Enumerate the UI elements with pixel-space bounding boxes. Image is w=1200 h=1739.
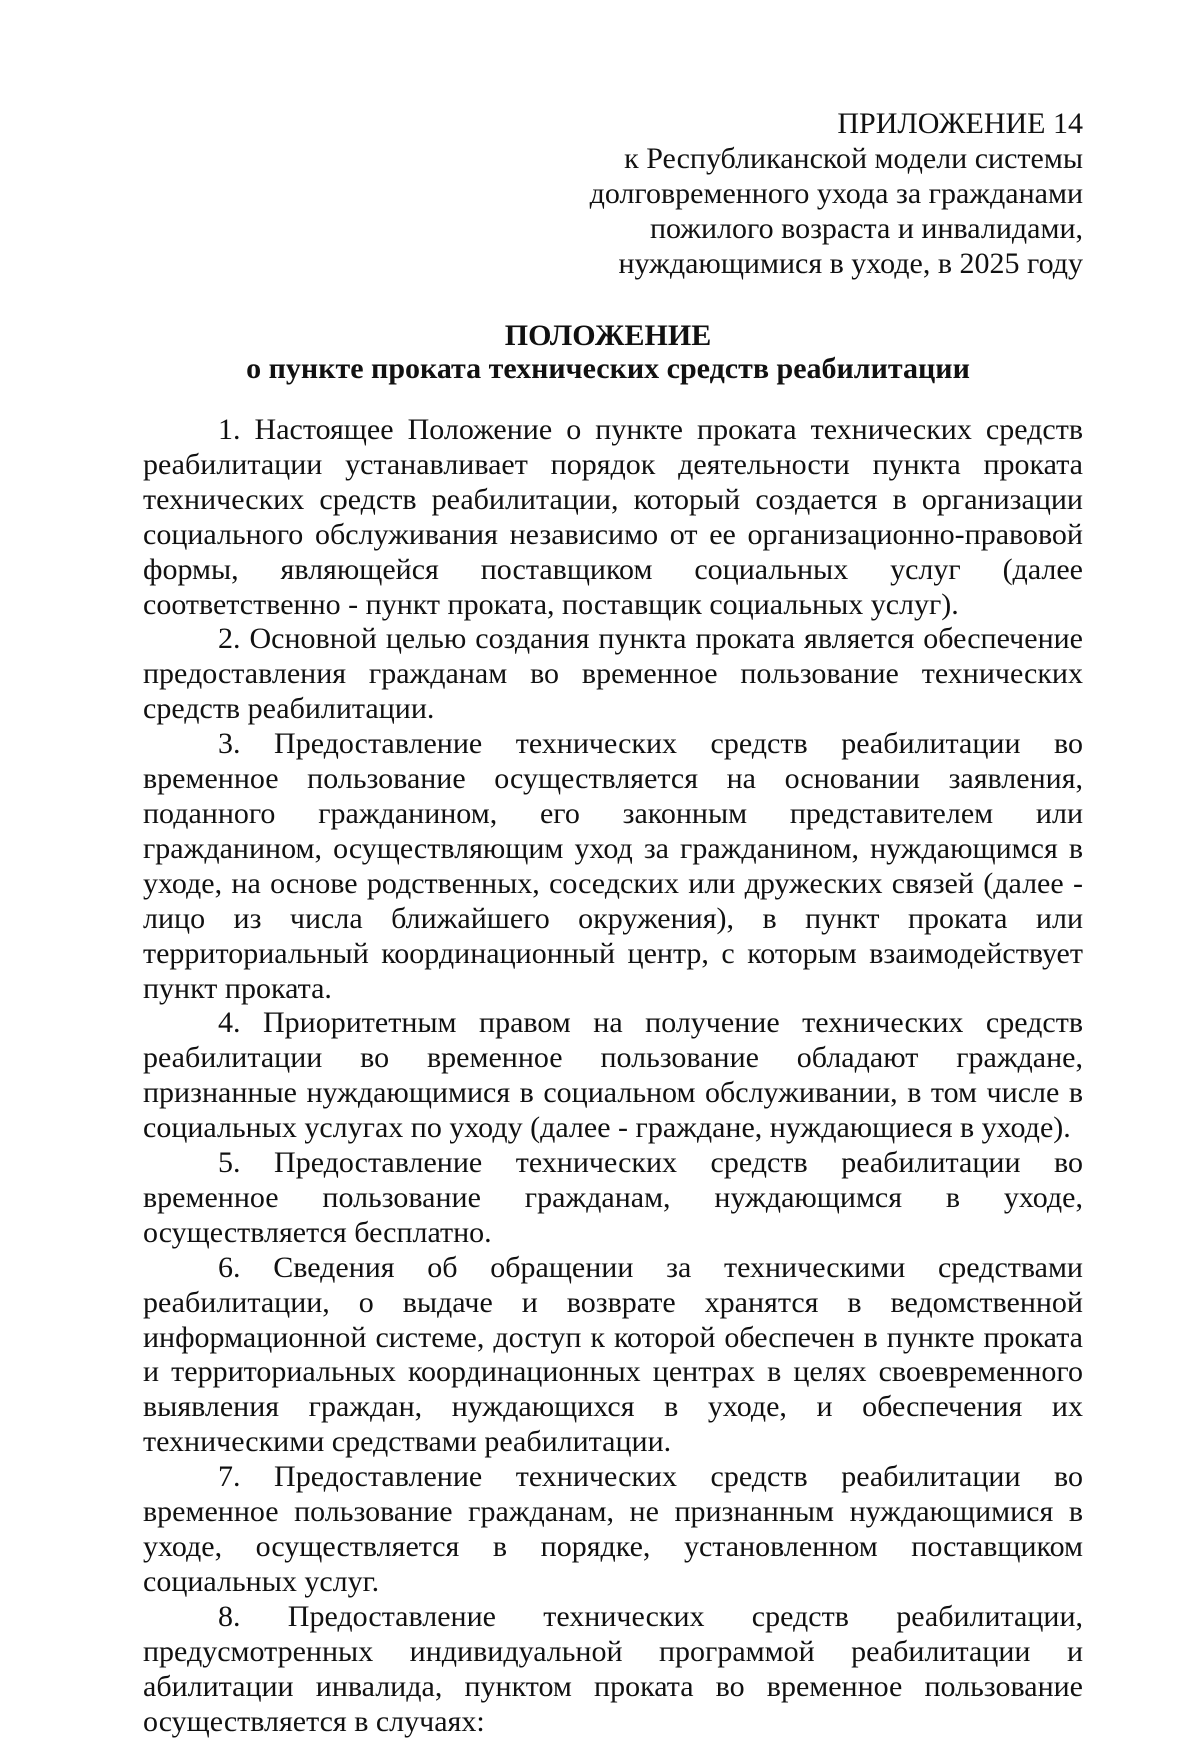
- document-subtitle: о пункте проката технических средств реабилитации: [246, 352, 970, 385]
- document-title: ПОЛОЖЕНИЕ: [504, 319, 712, 352]
- appendix-line: нуждающимися в уходе, в 2025 году: [618, 247, 1083, 280]
- paragraph-6: 6. Сведения об обращении за техническими средствами реабилитации, о выдаче и возврате хранятся в ведомственной информационной системе, доступ к которой обеспечен в пункте проката и территориальных координационных центрах в целях своевременного выявления граждан, нуждающихся в уходе, и обеспечения их техническими средствами реабилитации.: [143, 1250, 1083, 1459]
- paragraph-8: 8. Предоставление технических средств реабилитации, предусмотренных индивидуальной программой реабилитации и абилитации инвалида, пунктом проката во временное пользование осуществляется в случаях:: [143, 1599, 1083, 1738]
- appendix-number: ПРИЛОЖЕНИЕ 14: [837, 107, 1083, 140]
- paragraph-1: 1. Настоящее Положение о пункте проката технических средств реабилитации устанавливает порядок деятельности пункта проката технических средств реабилитации, который создается в организации социального обслуживания независимо от ее организационно-правовой формы, являющейся поставщиком социальных услуг (далее соответственно - пункт проката, поставщик социальных услуг).: [143, 413, 1083, 621]
- appendix-line: пожилого возраста и инвалидами,: [649, 212, 1083, 245]
- document-heading: [133, 319, 1083, 385]
- appendix-header: [383, 106, 1083, 281]
- paragraph-3: 3. Предоставление технических средств реабилитации во временное пользование осуществляется на основании заявления, поданного гражданином, его законным представителем или гражданином, осуществляющим уход за гражданином, нуждающимся в уходе, на основе родственных, соседских или дружеских связей (далее - лицо из числа ближайшего окружения), в пункт проката или территориальный координационный центр, с которым взаимодействует пункт проката.: [143, 727, 1083, 1005]
- paragraph-7: 7. Предоставление технических средств реабилитации во временное пользование гражданам, не признанным нуждающимися в уходе, осуществляется в порядке, установленном поставщиком социальных услуг.: [143, 1460, 1083, 1598]
- paragraph-4: 4. Приоритетным правом на получение технических средств реабилитации во временное пользование обладают граждане, признанные нуждающимися в социальном обслуживании, в том числе в социальных услугах по уходу (далее - граждане, нуждающиеся в уходе).: [143, 1006, 1083, 1145]
- document-body: [143, 413, 1083, 1739]
- paragraph-5: 5. Предоставление технических средств реабилитации во временное пользование гражданам, нуждающимся в уходе, осуществляется бесплатно.: [143, 1146, 1083, 1249]
- appendix-line: долговременного ухода за гражданами: [589, 177, 1083, 210]
- appendix-line: к Республиканской модели системы: [624, 142, 1083, 175]
- paragraph-2: 2. Основной целью создания пункта проката является обеспечение предоставления гражданам во временное пользование технических средств реабилитации.: [143, 622, 1083, 726]
